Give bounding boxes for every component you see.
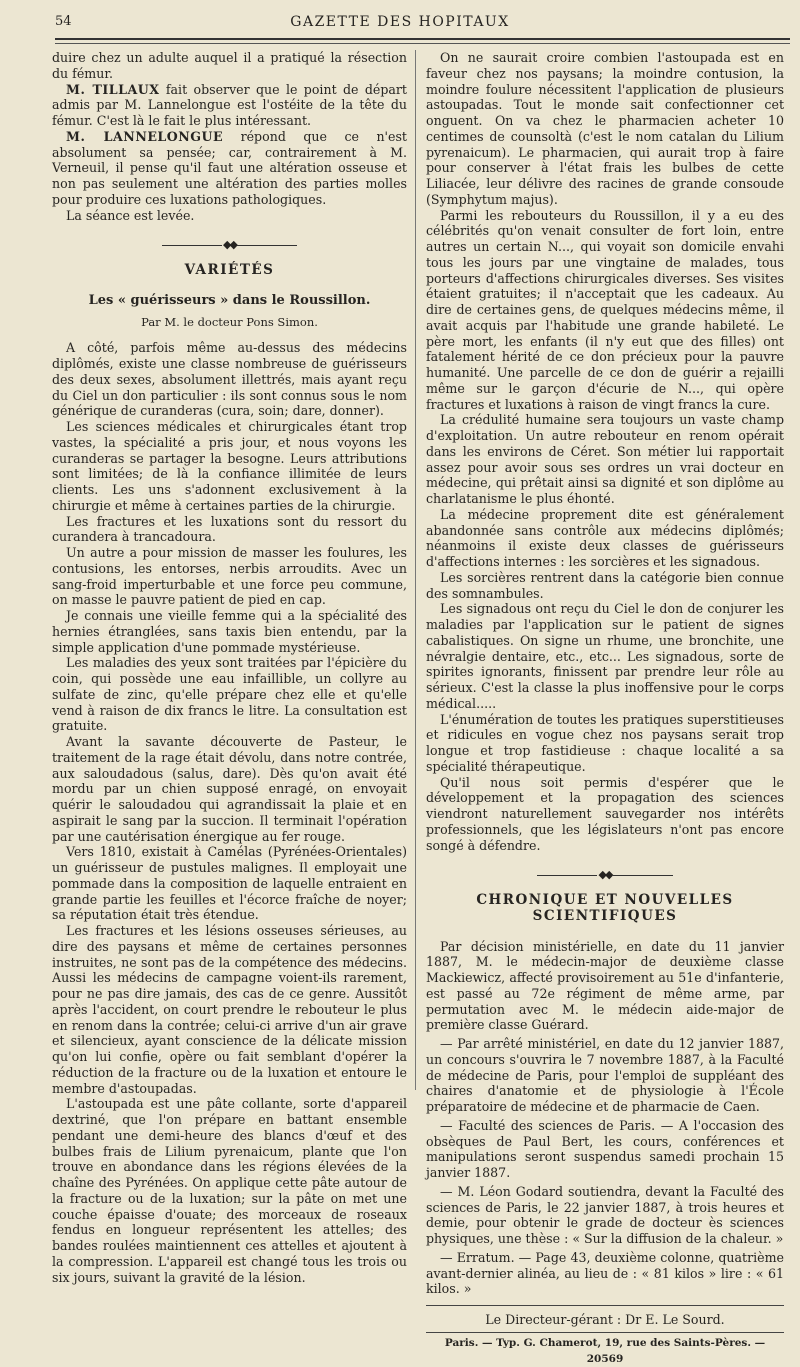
section-ornament: ◆◆	[52, 237, 407, 253]
paragraph: Les fractures et les lésions osseuses sérieuses, au dire des paysans et même de certaines personnes instruites, ne sont pas de la compétence des médecins. Aussi les médecins de campagne voient-ils rarement, pour ne pas dire jamais, des cas de ce genre. Aussitôt après l'accident, on court prendre le rebouteur le plus en renom dans la contrée; celui-ci arrive d'un air grave et silencieux, ayant conscience de la délicate mission qu'on lui confie, opère ou fait semblant d'opérer la réduction de la fracture ou de la luxation et entoure le membre d'astoupadas.	[52, 923, 407, 1096]
paragraph: Les sciences médicales et chirurgicales étant trop vastes, la spécialité a pris jour, et nous voyons les curanderas se partager la besogne. Leurs attributions sont limitées; de là la confiance illimitée de leurs clients. Les uns s'adonnent exclusivement à la chirurgie et même à certaines parties de la chirurgie.	[52, 419, 407, 513]
left-column	[52, 50, 407, 1285]
paragraph: Je connais une vieille femme qui a la spécialité des hernies étranglées, sans taxis bien entendu, par la simple application d'une pommade mystérieuse.	[52, 608, 407, 655]
paragraph: La crédulité humaine sera toujours un vaste champ d'exploitation. Un autre rebouteur en renom opérait dans les environs de Céret. Son métier lui rapportait assez pour avoir sous ses ordres un vrai docteur en médecine, qui prêtait ainsi sa dignité et son diplôme au charlatanisme le plus éhonté.	[426, 412, 784, 506]
speaker-name: M. LANNELONGUE	[66, 128, 224, 144]
header-rule-thin	[55, 43, 790, 44]
paragraph: La séance est levée.	[66, 207, 195, 223]
right-column	[426, 50, 784, 1367]
column-divider	[415, 50, 416, 1090]
paragraph: Les signadous ont reçu du Ciel le don de conjurer les maladies par l'application sur le patient de signes cabalistiques. On signe un rhume, une bronchite, une névralgie dentaire, etc., etc... Les signadous, sorte de spirites ignorants, finissent par prendre leur rôle au sérieux. C'est la classe la plus inoffensive pour le corps médical.....	[426, 601, 784, 711]
paragraph: La médecine proprement dite est généralement abandonnée sans contrôle aux médecins diplômés; néanmoins il existe deux classes de guérisseurs d'affections internes : les sorcières et les signadous.	[426, 506, 784, 569]
page-number: 54	[55, 14, 72, 29]
section-title: VARIÉTÉS	[184, 262, 275, 278]
speaker-name: M. TILLAUX	[66, 81, 160, 97]
paragraph: A côté, parfois même au-dessus des médecins diplômés, existe une classe nombreuse de guérisseurs des deux sexes, absolument illettrés, mais ayant reçu du Ciel un don particulier : ils sont connus sous le nom générique de curanderas (cura, soin; dare, donner).	[52, 340, 407, 419]
article-title: Les « guérisseurs » dans le Roussillon.	[88, 292, 371, 308]
paragraph: — Erratum. — Page 43, deuxième colonne, quatrième avant-dernier alinéa, au lieu de : « 81 kilos » lire : « 61 kilos. »	[426, 1249, 784, 1297]
article-byline: Par M. le docteur Pons Simon.	[141, 314, 318, 329]
paragraph: Les sorcières rentrent dans la catégorie bien connue des somnambules.	[426, 569, 784, 601]
paragraph: Les fractures et les luxations sont du ressort du curandera à trancadoura.	[52, 513, 407, 545]
paragraph: On ne saurait croire combien l'astoupada est en faveur chez nos paysans; la moindre contusion, la moindre foulure nécessitent l'application de plusieurs astoupadas. Tout le monde sait confectionner cet onguent. On va chez le pharmacien acheter 10 centimes de counsoltà (c'est le nom catalan du Lilium pyrenaicum). Le pharmacien, qui aurait trop à faire pour conserver à l'état frais les bulbes de cette Liliacée, leur délivre des racines de grande consoude (Symphytum majus).	[426, 50, 784, 207]
paragraph	[52, 82, 407, 129]
director-signature: Le Directeur-gérant : Dr E. Le Sourd.	[426, 1305, 784, 1328]
paragraph: Qu'il nous soit permis d'espérer que le développement et la propagation des sciences viendront naturellement sauvegarder nos intérêts professionnels, que les législateurs n'ont pas encore songé à défendre.	[426, 774, 784, 853]
paragraph: Un autre a pour mission de masser les foulures, les contusions, les entorses, nerbis arroudits. Avec un sang-froid imperturbable et une force peu commune, on masse le pauvre patient de pied en cap.	[52, 545, 407, 608]
section-title: CHRONIQUE ET NOUVELLES SCIENTIFIQUES	[476, 892, 734, 924]
paragraph: Parmi les rebouteurs du Roussillon, il y a eu des célébrités qu'on venait consulter de fort loin, entre autres un certain N..., qui voyait son domicile envahi tous les jours par une vingtaine de malades, tous porteurs d'affections chirurgicales diverses. Ses visites étaient gratuites; il n'acceptait que les cadeaux. Au dire de certaines gens, de quelques médecins même, il avait acquis par l'habitude une grande habileté. Le père mort, les enfants (il n'y eut que des filles) ont fatalement hérité de ce don précieux pour la pauvre humanité. Une parcelle de ce don de guérir a rejailli même sur le garçon d'écurie de N..., qui opère fractures et luxations à raison de vingt francs la cure.	[426, 207, 784, 412]
paragraph: Vers 1810, existait à Camélas (Pyrénées-Orientales) un guérisseur de pustules malignes. Il employait une pommade dans la composition de laquelle entraient en grande partie les feuilles et l'écorce fraîche de noyer; sa réputation était très étendue.	[52, 844, 407, 923]
paragraph-text: fait observer que le point de départ admis par M. Lannelongue est l'ostéite de la tête du fémur. C'est là le fait le plus intéressant.	[52, 81, 407, 128]
paragraph: — M. Léon Godard soutiendra, devant la Faculté des sciences de Paris, le 22 janvier 1887, à trois heures et demie, pour obtenir le grade de docteur ès sciences physiques, une thèse : « Sur la diffusion de la chaleur. »	[426, 1183, 784, 1246]
paragraph: Par décision ministérielle, en date du 11 janvier 1887, M. le médecin-major de deuxième classe Mackiewicz, affecté provisoirement au 51e d'infanterie, est passé au 72e régiment de même arme, par permutation avec M. le médecin aide-major de première classe Guérard.	[426, 938, 784, 1033]
paragraph: L'astoupada est une pâte collante, sorte d'appareil dextriné, que l'on prépare en battant ensemble pendant une demi-heure des blancs d'œuf et des bulbes frais de Lilium pyrenaicum, plante que l'on trouve en abondance dans les régions élevées de la chaîne des Pyrénées. On applique cette pâte autour de la fracture ou de la luxation; sur la pâte on met une couche épaisse d'ouate; des morceaux de roseaux fendus en longueur représentent les attelles; des bandes roulées maintiennent ces attelles et ajoutent à la compression. L'appareil est changé tous les trois ou six jours, suivant la gravité de la lésion.	[52, 1096, 407, 1285]
paragraph: L'énumération de toutes les pratiques superstitieuses et ridicules en vogue chez nos paysans serait trop longue et trop fastidieuse : chaque localité a sa spécialité thérapeutique.	[426, 711, 784, 774]
header-rule	[55, 38, 790, 40]
section-ornament: ◆◆	[426, 867, 784, 883]
paragraph: — Faculté des sciences de Paris. — A l'occasion des obsèques de Paul Bert, les cours, conférences et manipulations seront suspendus samedi prochain 15 janvier 1887.	[426, 1117, 784, 1180]
paragraph: duire chez un adulte auquel il a pratiqué la résection du fémur.	[52, 50, 407, 81]
paragraph: Avant la savante découverte de Pasteur, le traitement de la rage était dévolu, dans notre contrée, aux saloudadous (salus, dare). Dès qu'on avait été mordu par un chien supposé enragé, on envoyait quérir le saloudadou qui agrandissait la plaie et en aspirait le sang par la succion. Il terminait l'opération par une cautérisation énergique au fer rouge.	[52, 734, 407, 844]
running-title: GAZETTE DES HOPITAUX	[290, 14, 510, 30]
paragraph: — Par arrêté ministériel, en date du 12 janvier 1887, un concours s'ouvrira le 7 novembre 1887, à la Faculté de médecine de Paris, pour l'emploi de suppléant des chaires d'anatomie et de physiologie à l'École préparatoire de médecine et de pharmacie de Caen.	[426, 1036, 784, 1114]
paragraph: Les maladies des yeux sont traitées par l'épicière du coin, qui possède une eau infaillible, un collyre au sulfate de zinc, qu'elle prépare chez elle et qu'elle vend à raison de dix francs le litre. La consultation est gratuite.	[52, 655, 407, 734]
printer-imprint: Paris. — Typ. G. Chamerot, 19, rue des Saints-Pères. — 20569	[426, 1332, 784, 1367]
paragraph-text: répond que ce n'est absolument sa pensée; car, contrairement à M. Verneuil, il pense qu'il faut une altération osseuse et non pas seulement une altération des parties molles pour produire ces luxations pathologiques.	[52, 128, 407, 207]
paragraph	[52, 129, 407, 208]
